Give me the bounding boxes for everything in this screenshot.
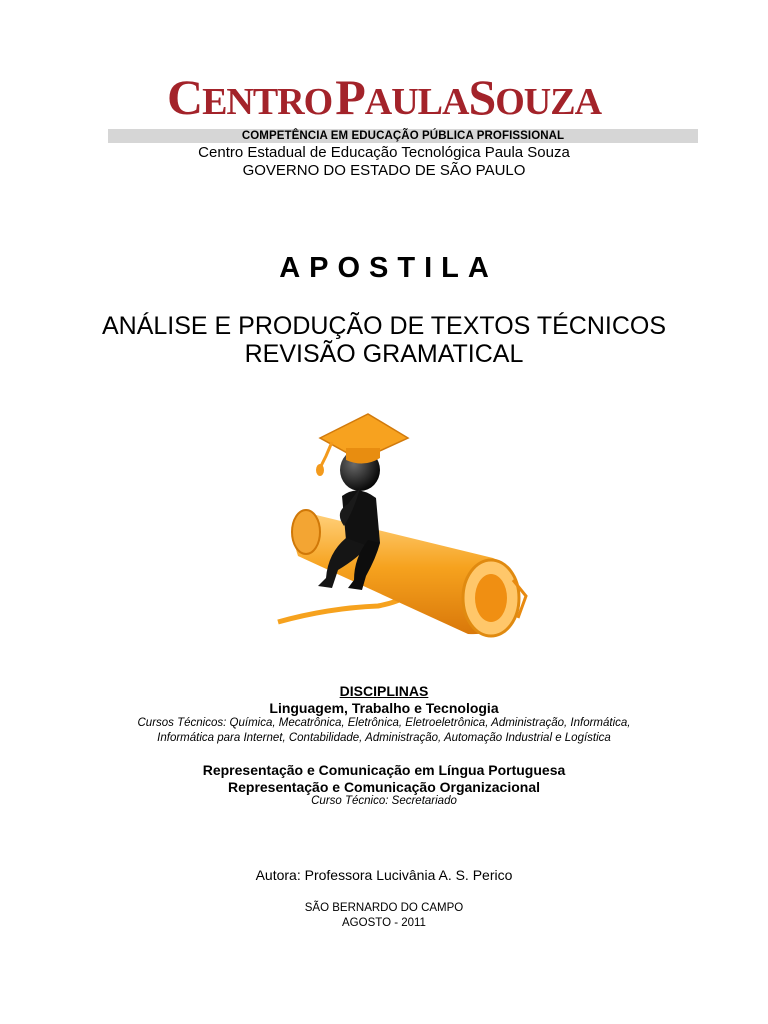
- tagline-band: COMPETÊNCIA EM EDUCAÇÃO PÚBLICA PROFISSIONAL: [108, 129, 698, 143]
- document-type-heading: APOSTILA: [279, 252, 498, 284]
- courses-list-secretariado: Curso Técnico: Secretariado: [311, 795, 457, 807]
- author-line: Autora: Professora Lucivânia A. S. Perico: [255, 867, 513, 883]
- document-title-line2: REVISÃO GRAMATICAL: [244, 340, 524, 368]
- graduate-on-diploma-illustration: [268, 408, 538, 640]
- tassel-end: [316, 464, 324, 476]
- scroll-inner-roll: [475, 574, 507, 622]
- courses-list-line1: Cursos Técnicos: Química, Mecatrônica, Eletrônica, Eletroeletrônica, Administração, Informática,: [137, 717, 631, 729]
- courses-list-line2: Informática para Internet, Contabilidade, Administração, Automação Industrial e Logística: [157, 732, 611, 744]
- discipline-1: Linguagem, Trabalho e Tecnologia: [269, 700, 499, 716]
- discipline-2: Representação e Comunicação em Língua Portuguesa: [202, 762, 566, 778]
- government-name: GOVERNO DO ESTADO DE SÃO PAULO: [242, 162, 526, 179]
- scroll-left-end: [292, 510, 320, 554]
- date-line: AGOSTO - 2011: [342, 917, 426, 929]
- graduation-cap-tassel: [320, 442, 332, 468]
- disciplines-heading: DISCIPLINAS: [339, 683, 429, 699]
- institution-name: Centro Estadual de Educação Tecnológica Paula Souza: [198, 144, 570, 161]
- city-line: SÃO BERNARDO DO CAMPO: [304, 902, 464, 914]
- document-title-line1: ANÁLISE E PRODUÇÃO DE TEXTOS TÉCNICOS: [101, 312, 667, 340]
- discipline-3: Representação e Comunicação Organizacional: [228, 779, 540, 795]
- centro-paula-souza-logo: CENTRO PAULASOUZA: [166, 69, 602, 125]
